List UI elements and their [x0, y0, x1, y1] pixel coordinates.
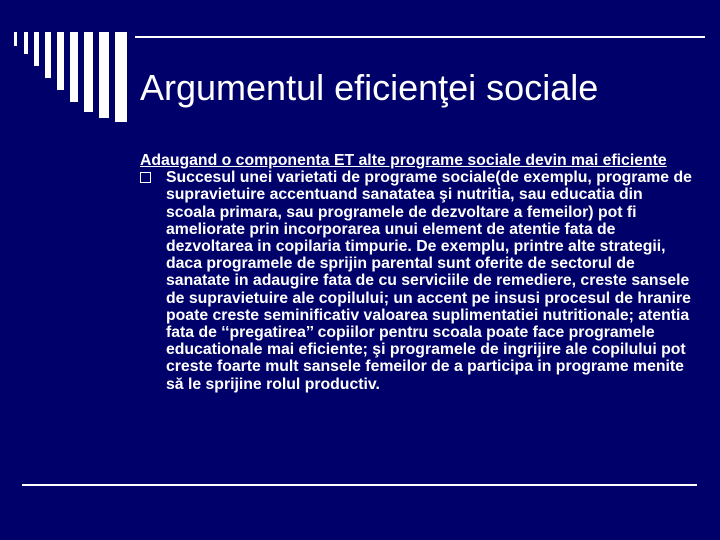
decorative-bar [24, 32, 28, 54]
decorative-bar [57, 32, 64, 90]
decorative-bar [70, 32, 78, 102]
bullet-text: (de exemplu, programe de supravietuire accentuand sanatatea şi nutritia, sau educatia din scoala primara, sau programele de dezvoltare a femeilor) pot fi ameliorate prin incorporarea unui element de atentie fata de dezvoltarea in copilaria timpurie. De exemplu, printre alte strategii, daca programele de sprijin parental sunt oferite de sectorul de sanatate in adaugire fata de cu serviciile de remediere, creste sansele de supravietuire ale copilului; un accent pe insusi procesul de hranire poate creste seminificativ valoarea suplimentatiei nutritionale; atentia fata de ‘‘pregatirea’’ copiilor pentru scoala poate face programele educationale mai eficiente; şi programele de ingrijire ale copilului pot creste foarte mult sansele femeilor de a participa in programe menite să le sprijine rolul productiv. [166, 169, 692, 393]
square-bullet-icon [140, 172, 151, 183]
top-rule [135, 36, 705, 38]
bottom-rule [22, 484, 697, 486]
bullet-item [140, 169, 692, 393]
decorative-bar [115, 32, 127, 122]
intro-text: Adaugand o componenta ET alte programe sociale devin mai eficiente [140, 152, 667, 169]
bullet-lead: Succesul unei varietati de programe sociale [166, 169, 496, 187]
slide-title: Argumentul eficienţei sociale [140, 67, 599, 108]
decorative-bar [34, 32, 39, 66]
decorative-bar [14, 32, 17, 46]
slide-body [140, 152, 692, 393]
decorative-bar [84, 32, 93, 112]
decorative-bar [99, 32, 109, 118]
decorative-bar [45, 32, 51, 78]
